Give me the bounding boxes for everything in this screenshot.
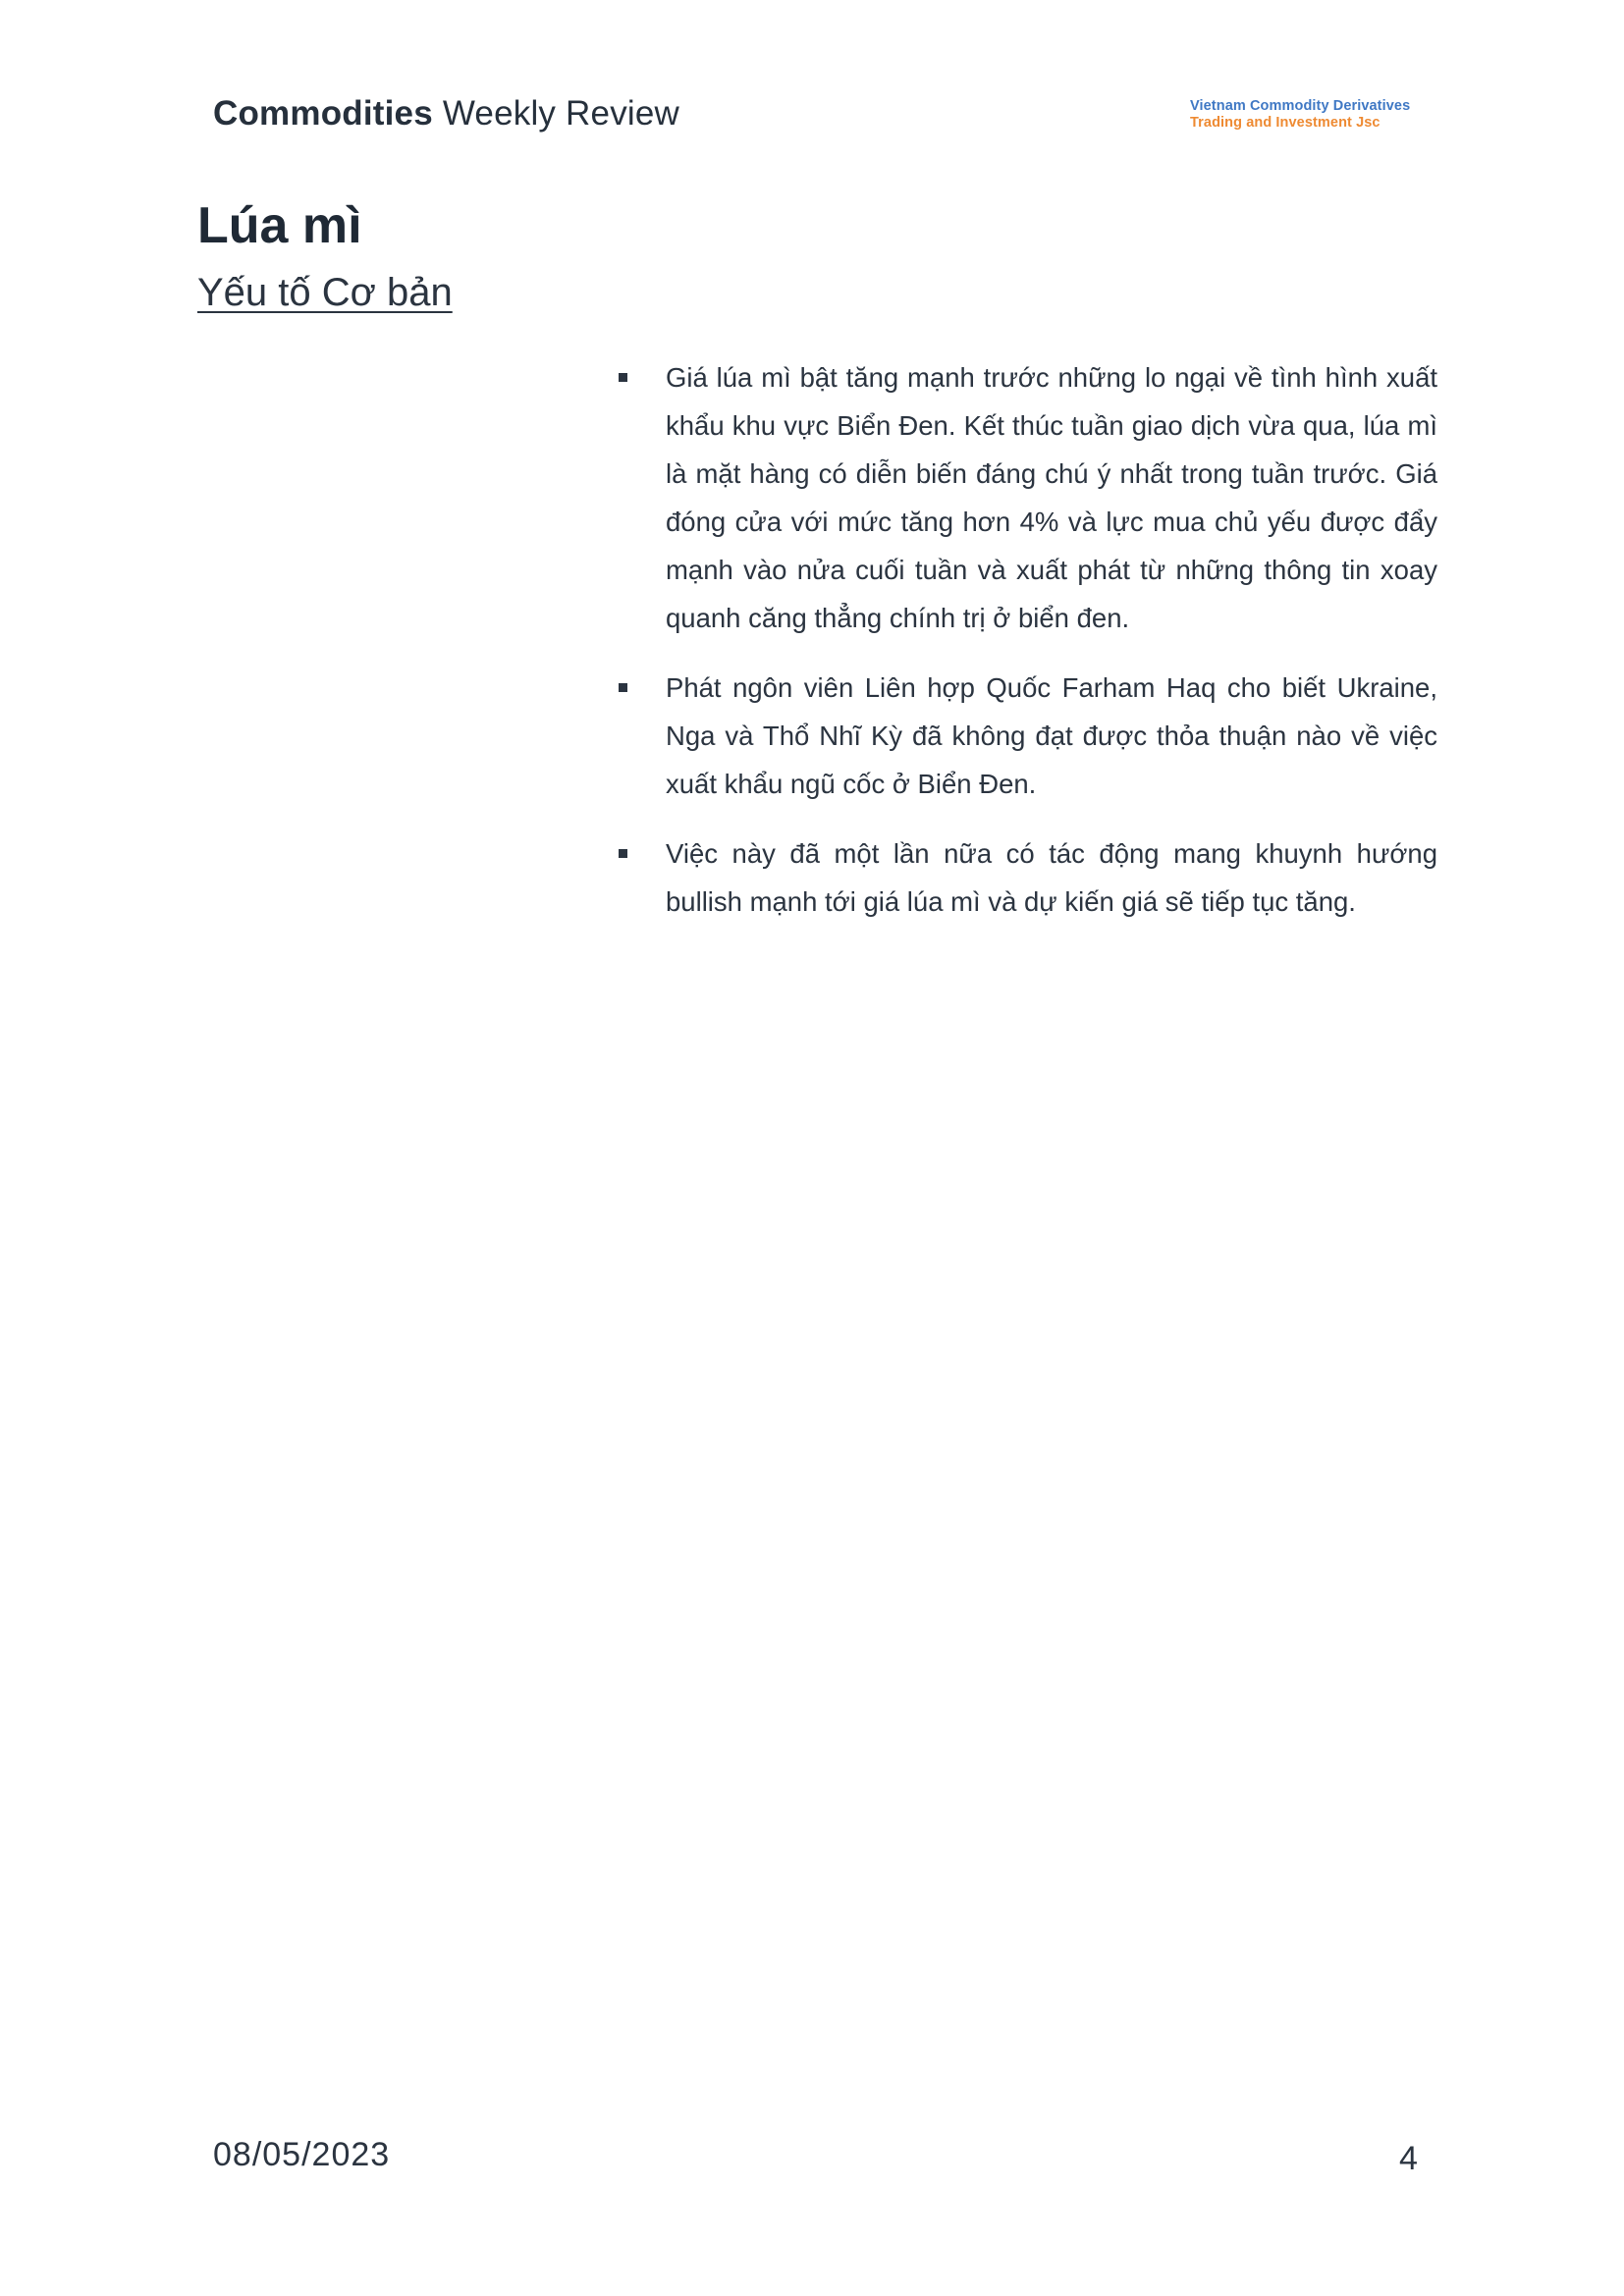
bullet-text: Việc này đã một lần nữa có tác động mang khuynh hướng bullish mạnh tới giá lúa mì và dự kiến giá sẽ tiếp tục tăng. (666, 838, 1437, 917)
bullet-item (615, 829, 1437, 926)
company-logo (1190, 98, 1410, 132)
header-title-bold: Commodities (213, 94, 433, 133)
bullet-list (615, 353, 1437, 947)
bullet-item (615, 664, 1437, 808)
page-number: 4 (1399, 2140, 1418, 2177)
logo-line-2: Trading and Investment Jsc (1190, 115, 1380, 131)
footer-date: 08/05/2023 (213, 2136, 391, 2173)
square-bullet-icon (619, 683, 627, 692)
logo-line-1: Vietnam Commodity Derivatives (1190, 98, 1411, 114)
section-title: Lúa mì (197, 197, 362, 254)
report-header-title (213, 94, 679, 133)
bullet-text: Phát ngôn viên Liên hợp Quốc Farham Haq cho biết Ukraine, Nga và Thổ Nhĩ Kỳ đã không đạt được thỏa thuận nào về việc xuất khẩu ngũ cốc ở Biển Đen. (666, 672, 1437, 799)
section-subtitle: Yếu tố Cơ bản (197, 271, 453, 314)
square-bullet-icon (619, 849, 627, 858)
square-bullet-icon (619, 373, 627, 382)
bullet-item (615, 353, 1437, 642)
header-title-rest: Weekly Review (432, 94, 680, 133)
bullet-text: Giá lúa mì bật tăng mạnh trước những lo ngại về tình hình xuất khẩu khu vực Biển Đen. Kết thúc tuần giao dịch vừa qua, lúa mì là mặt hàng có diễn biến đáng chú ý nhất trong tuần trước. Giá đóng cửa với mức tăng hơn 4% và lực mua chủ yếu được đẩy mạnh vào nửa cuối tuần và xuất phát từ những thông tin xoay quanh căng thẳng chính trị ở biển đen. (666, 362, 1437, 633)
